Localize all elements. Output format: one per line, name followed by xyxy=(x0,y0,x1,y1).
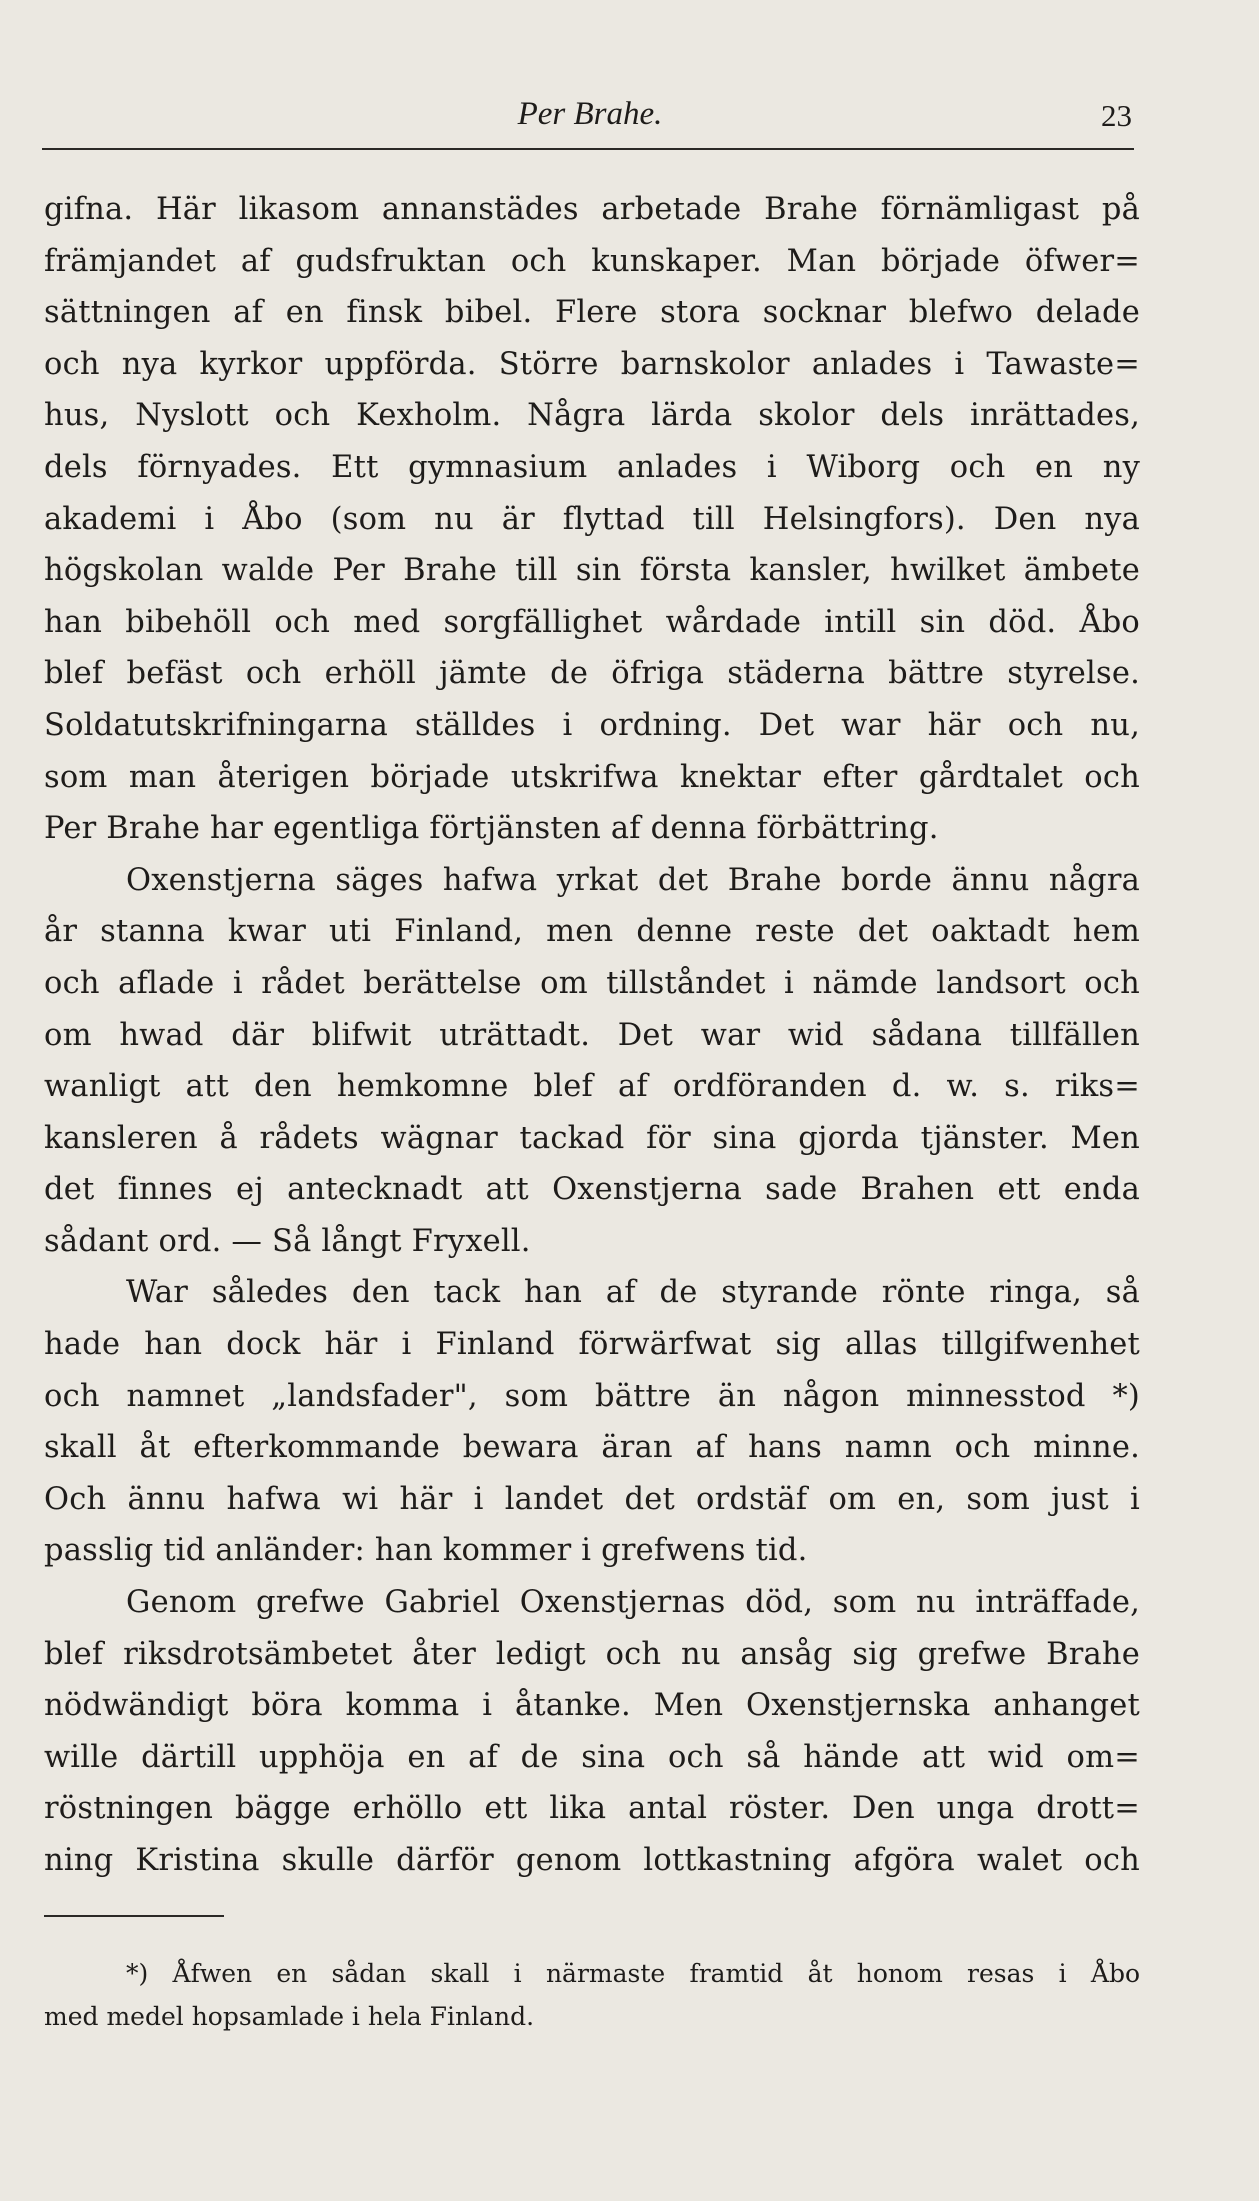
text-line: främjandet af gudsfruktan och kunskaper. Man började öfwer= xyxy=(44,243,1140,279)
text-line: akademi i Åbo (som nu är flyttad till Helsingfors). Den nya xyxy=(44,501,1140,537)
text-line: och nya kyrkor uppförda. Större barnskolor anlades i Tawaste= xyxy=(44,346,1140,382)
text-line: och namnet „landsfader", som bättre än någon minnesstod *) xyxy=(44,1378,1140,1414)
page-number: 23 xyxy=(1101,98,1132,133)
text-line: sättningen af en finsk bibel. Flere stora socknar blefwo delade xyxy=(44,295,1140,331)
text-line: skall åt efterkommande bewara äran af hans namn och minne. xyxy=(44,1430,1140,1466)
text-line: han bibehöll och med sorgfällighet wårdade intill sin död. Åbo xyxy=(44,604,1140,640)
text-line: Per Brahe har egentliga förtjänsten af denna förbättring. xyxy=(44,811,939,847)
text-line: blef befäst och erhöll jämte de öfriga städerna bättre styrelse. xyxy=(44,656,1140,692)
footnote-rule xyxy=(44,1915,224,1917)
text-line: år stanna kwar uti Finland, men denne reste det oaktadt hem xyxy=(44,914,1140,950)
text-line: kansleren å rådets wägnar tackad för sina gjorda tjänster. Men xyxy=(44,1120,1140,1156)
text-line: dels förnyades. Ett gymnasium anlades i Wiborg och en ny xyxy=(44,449,1140,485)
text-line: det finnes ej antecknadt att Oxenstjerna sade Brahen ett enda xyxy=(44,1172,1140,1208)
text-line: wille därtill upphöja en af de sina och så hände att wid om= xyxy=(44,1739,1140,1775)
paragraph-start-line: Genom grefwe Gabriel Oxenstjernas död, som nu inträffade, xyxy=(126,1585,1140,1621)
text-line: hade han dock här i Finland förwärfwat sig allas tillgifwenhet xyxy=(44,1327,1140,1363)
text-line: gifna. Här likasom annanstädes arbetade Brahe förnämligast på xyxy=(44,192,1140,227)
text-line: Soldatutskrifningarna ställdes i ordning. Det war här och nu, xyxy=(44,707,1140,743)
text-line: ning Kristina skulle därför genom lottkastning afgöra walet och xyxy=(44,1843,1140,1878)
header-rule xyxy=(42,148,1134,150)
footnote-line: med medel hopsamlade i hela Finland. xyxy=(44,2002,535,2031)
paragraph-start-line: Oxenstjerna säges hafwa yrkat det Brahe borde ännu några xyxy=(126,862,1140,898)
text-line: Och ännu hafwa wi här i landet det ordstäf om en, som just i xyxy=(44,1481,1140,1517)
text-line: högskolan walde Per Brahe till sin första kansler, hwilket ämbete xyxy=(44,553,1140,589)
footnote-line: *) Åfwen en sådan skall i närmaste framtid åt honom resas i Åbo xyxy=(126,1959,1140,1988)
text-line: blef riksdrotsämbetet åter ledigt och nu ansåg sig grefwe Brahe xyxy=(44,1636,1140,1672)
text-line: och aflade i rådet berättelse om tillståndet i nämde landsort och xyxy=(44,965,1140,1001)
text-line: röstningen bägge erhöllo ett lika antal röster. Den unga drott= xyxy=(44,1791,1140,1827)
text-line: hus, Nyslott och Kexholm. Några lärda skolor dels inrättades, xyxy=(44,398,1140,434)
text-line: passlig tid anländer: han kommer i grefwens tid. xyxy=(44,1533,808,1569)
text-line: om hwad där blifwit uträttadt. Det war wid sådana tillfällen xyxy=(44,1017,1140,1053)
paragraph-start-line: War således den tack han af de styrande rönte ringa, så xyxy=(126,1275,1140,1311)
text-line: wanligt att den hemkomne blef af ordföranden d. w. s. riks= xyxy=(44,1069,1140,1105)
text-line: sådant ord. — Så långt Fryxell. xyxy=(44,1223,531,1259)
page-header xyxy=(40,96,1140,146)
running-title: Per Brahe. xyxy=(517,96,663,132)
footnote xyxy=(44,1952,1140,2038)
text-line: som man återigen började utskrifwa knektar efter gårdtalet och xyxy=(44,759,1140,795)
text-line: nödwändigt böra komma i åtanke. Men Oxenstjernska anhanget xyxy=(44,1688,1140,1724)
body-text xyxy=(44,184,1140,1887)
